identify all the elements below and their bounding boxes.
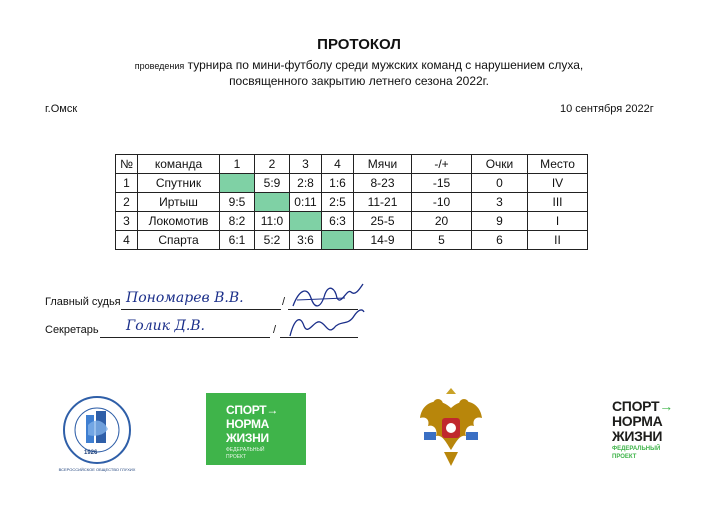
diagonal-cell [290, 212, 322, 231]
row-place: IV [528, 174, 588, 193]
header-team: команда [138, 155, 220, 174]
document-subtitle-line2: посвященного закрытию летнего сезона 2022г. [229, 74, 489, 88]
judge-name-handwritten: Пономарев В.В. [126, 290, 244, 306]
secretary-name-handwritten: Голик Д.В. [126, 318, 206, 334]
row-place: II [528, 231, 588, 250]
secretary-signature [286, 306, 366, 342]
secretary-label: Секретарь [45, 324, 99, 336]
row-place: III [528, 193, 588, 212]
sport-line4: ФЕДЕРАЛЬНЫЙ [612, 446, 661, 452]
sport-line2: НОРМА [226, 417, 270, 431]
sport-norm-logo-green [206, 393, 306, 465]
sport-line1: СПОРТ→ [612, 398, 673, 414]
document-subtitle [0, 58, 718, 72]
sport-norm-logo-text [612, 399, 702, 469]
deaf-society-logo [58, 395, 136, 472]
row-num: 1 [116, 174, 138, 193]
header-points: Очки [472, 155, 528, 174]
sport-line5: ПРОЕКТ [612, 454, 637, 460]
double-headed-eagle-icon [416, 388, 486, 468]
header-game-1: 1 [220, 155, 255, 174]
diagonal-cell [255, 193, 290, 212]
header-place: Место [528, 155, 588, 174]
sport-line2: НОРМА [612, 413, 663, 429]
row-num: 2 [116, 193, 138, 212]
table-row [116, 193, 588, 212]
results-table [115, 154, 588, 250]
row-num: 3 [116, 212, 138, 231]
judge-name-line [121, 309, 281, 310]
row-team: Иртыш [138, 193, 220, 212]
table-row [116, 212, 588, 231]
row-score: 0:11 [290, 193, 322, 212]
row-diff: 20 [412, 212, 472, 231]
judge-label: Главный судья [45, 296, 121, 308]
row-score: 5:2 [255, 231, 290, 250]
deaf-society-year: 1926 [84, 450, 98, 456]
row-diff: -15 [412, 174, 472, 193]
separator-slash: / [273, 324, 277, 336]
row-score: 1:6 [322, 174, 354, 193]
table-header-row [116, 155, 588, 174]
header-diff: -/+ [412, 155, 472, 174]
header-game-4: 4 [322, 155, 354, 174]
row-score: 6:1 [220, 231, 255, 250]
row-score: 2:5 [322, 193, 354, 212]
date: 10 сентября 2022г [560, 103, 654, 115]
subtitle-small: проведения [134, 61, 185, 71]
diagonal-cell [322, 231, 354, 250]
header-game-3: 3 [290, 155, 322, 174]
secretary-name-line [100, 337, 270, 338]
header-num: № [116, 155, 138, 174]
arrow-right-icon: → [659, 398, 673, 414]
row-score: 5:9 [255, 174, 290, 193]
row-points: 6 [472, 231, 528, 250]
table-row [116, 231, 588, 250]
sport-line4: ФЕДЕРАЛЬНЫЙ [226, 447, 265, 453]
sport-line3: ЖИЗНИ [612, 428, 663, 444]
row-score: 11:0 [255, 212, 290, 231]
row-diff: 5 [412, 231, 472, 250]
row-goals: 8-23 [354, 174, 412, 193]
row-team: Локомотив [138, 212, 220, 231]
arrow-right-icon: → [266, 403, 279, 417]
row-points: 0 [472, 174, 528, 193]
row-team: Спарта [138, 231, 220, 250]
row-goals: 11-21 [354, 193, 412, 212]
sport-line5: ПРОЕКТ [226, 454, 247, 460]
separator-slash: / [282, 296, 286, 308]
row-num: 4 [116, 231, 138, 250]
row-points: 9 [472, 212, 528, 231]
row-score: 2:8 [290, 174, 322, 193]
document-title: ПРОТОКОЛ [317, 36, 401, 53]
row-score: 9:5 [220, 193, 255, 212]
diagonal-cell [220, 174, 255, 193]
sport-line1: СПОРТ→ [226, 403, 279, 417]
deaf-society-text: ВСЕРОССИЙСКОЕ ОБЩЕСТВО ГЛУХИХ [58, 467, 136, 472]
row-goals: 14-9 [354, 231, 412, 250]
row-place: I [528, 212, 588, 231]
sport-line3: ЖИЗНИ [226, 431, 269, 445]
row-team: Спутник [138, 174, 220, 193]
row-goals: 25-5 [354, 212, 412, 231]
city: г.Омск [45, 103, 78, 115]
row-diff: -10 [412, 193, 472, 212]
subtitle-rest: турнира по мини-футболу среди мужских команд с нарушением слуха, [184, 58, 584, 72]
row-score: 3:6 [290, 231, 322, 250]
header-goals: Мячи [354, 155, 412, 174]
row-score: 6:3 [322, 212, 354, 231]
row-points: 3 [472, 193, 528, 212]
header-game-2: 2 [255, 155, 290, 174]
table-row [116, 174, 588, 193]
row-score: 8:2 [220, 212, 255, 231]
